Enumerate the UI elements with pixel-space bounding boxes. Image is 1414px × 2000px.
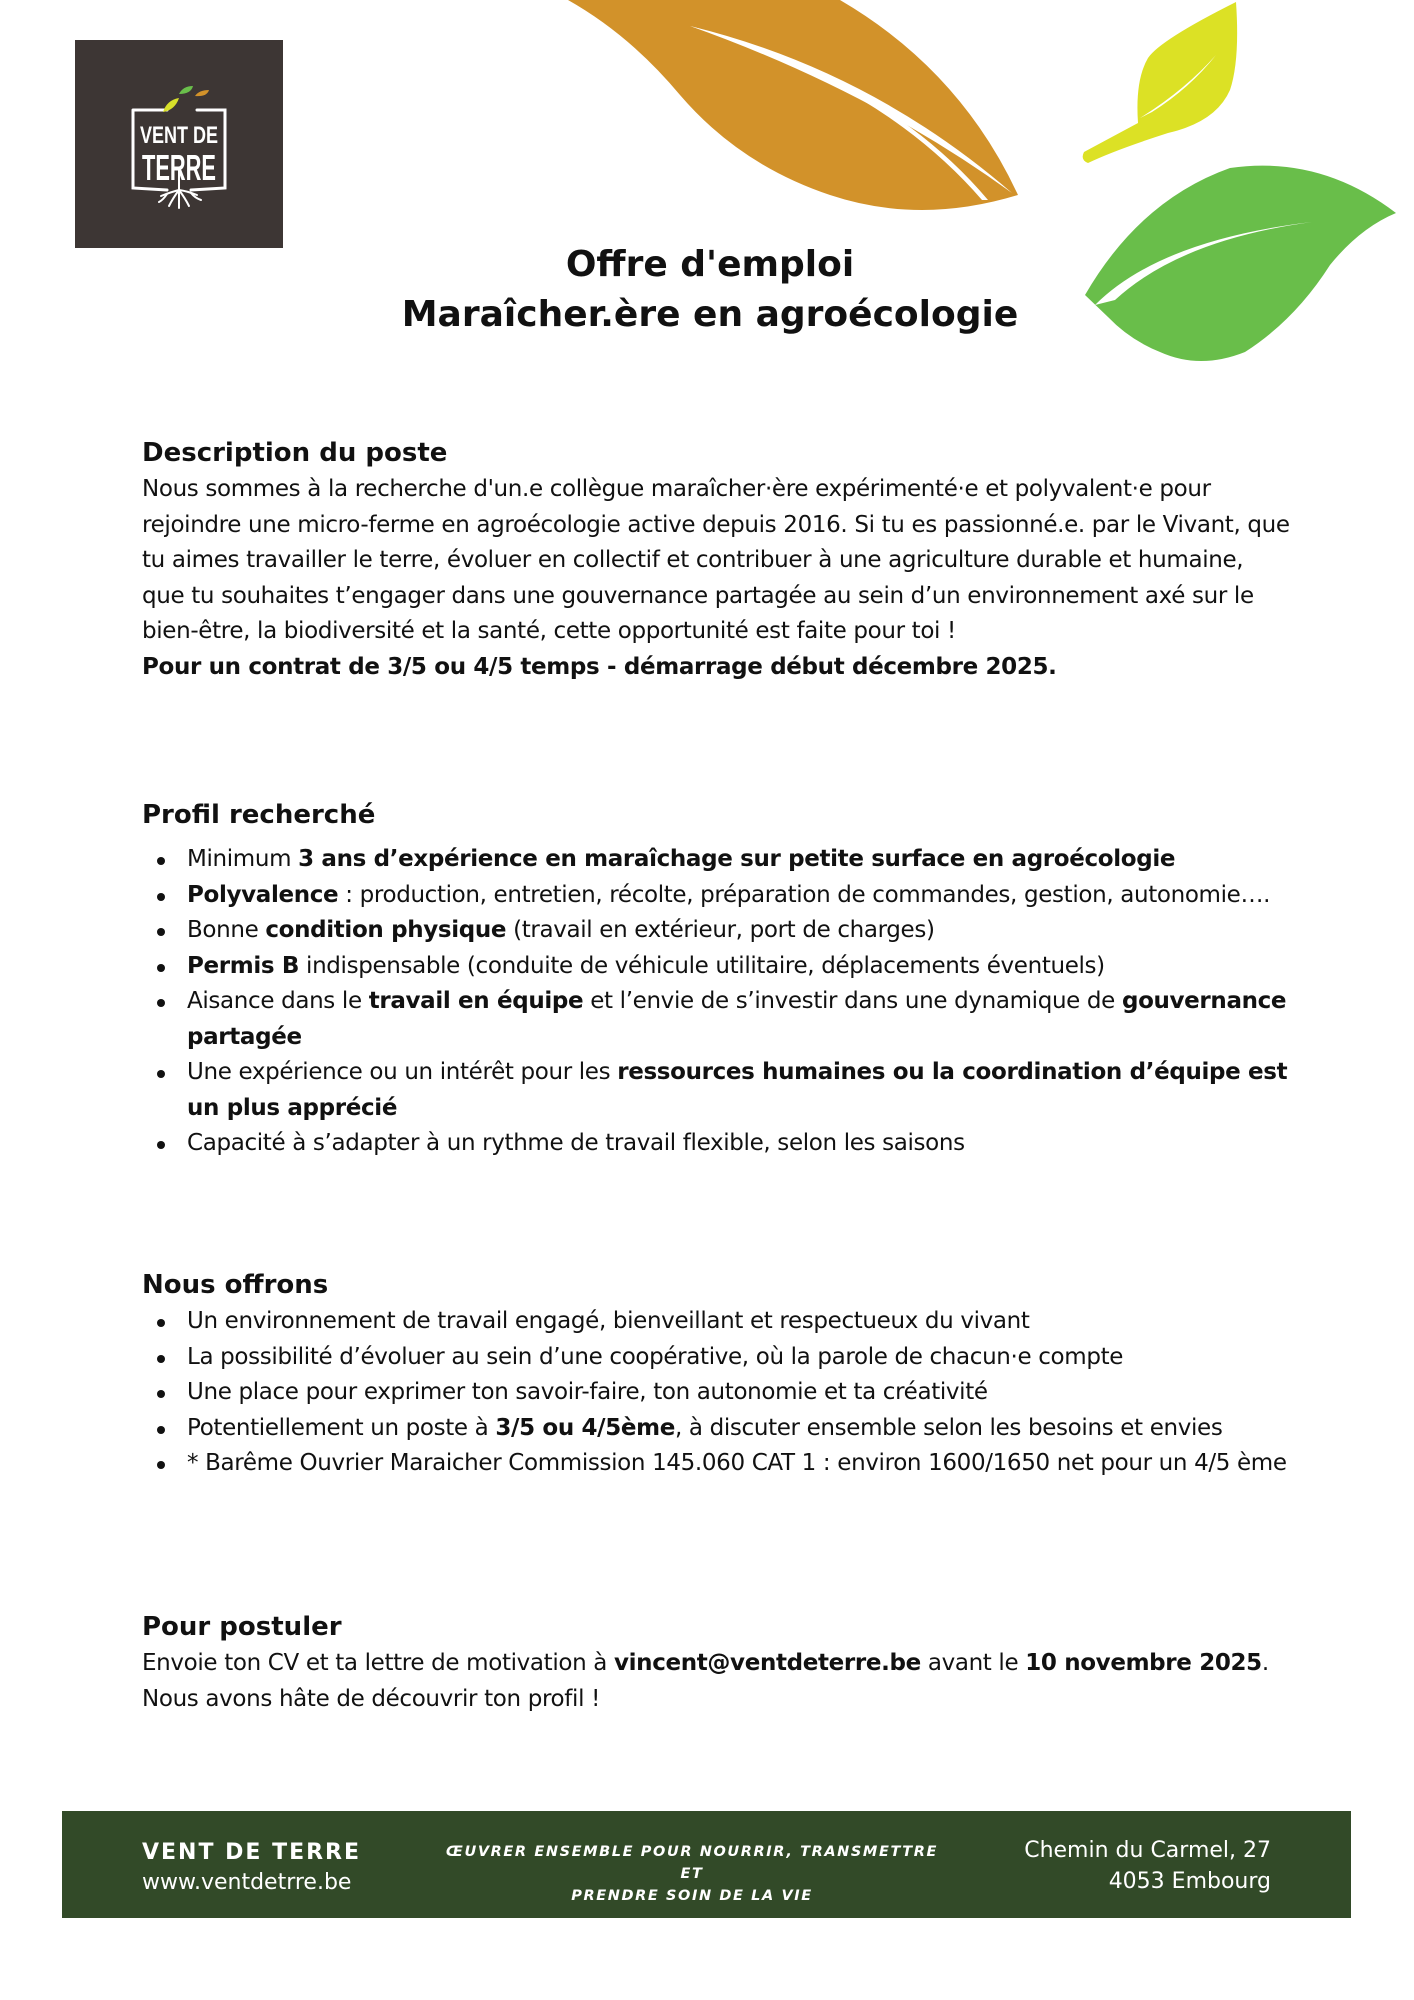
item-text-bold: Polyvalence	[187, 881, 339, 908]
footer-website-link[interactable]: www.ventdetrre.be	[142, 1870, 352, 1895]
bullet-icon	[157, 1426, 165, 1434]
item-text: Minimum	[187, 846, 299, 872]
item-text-bold: gouvernance partagée	[187, 988, 1287, 1050]
section-profile	[142, 798, 1292, 1162]
slogan-line-1: ŒUVRER ENSEMBLE POUR NOURRIR, TRANSMETTRE ET	[445, 1844, 939, 1882]
footer-org-name: VENT DE TERRE	[142, 1840, 362, 1865]
lime-leaf-icon	[1083, 2, 1237, 163]
item-text: Une place pour exprimer ton savoir-faire, ton autonomie et ta créativité	[187, 1379, 988, 1405]
orange-leaf-icon	[568, 0, 1018, 210]
green-leaf-icon	[1085, 166, 1396, 361]
list-item	[142, 1375, 1292, 1411]
item-text-bold: condition physique	[265, 917, 507, 943]
logo-text-line1: VENT DE	[140, 122, 218, 149]
apply-text-pre: Envoie ton CV et ta lettre de motivation à	[142, 1650, 614, 1676]
list-item	[142, 984, 1292, 1055]
list-item	[142, 1126, 1292, 1162]
profile-list	[142, 842, 1292, 1162]
item-text-bold: 3/5 ou 4/5ème	[495, 1414, 675, 1441]
logo-leaf-icon	[163, 98, 179, 112]
deadline: 10 novembre 2025	[1025, 1650, 1262, 1676]
list-item	[142, 913, 1292, 949]
logo-leaf-icon	[179, 86, 193, 94]
item-text: et l’envie de s’investir dans une dynamique de	[583, 988, 1122, 1014]
email-link[interactable]: vincent@ventdeterre.be	[614, 1650, 921, 1676]
footer-slogan	[432, 1841, 952, 1907]
title-line-2: Maraîcher.ère en agroécologie	[401, 294, 1019, 335]
bullet-icon	[157, 928, 165, 936]
item-text: Une expérience ou un intérêt pour les	[187, 1059, 618, 1085]
section-heading: Description du poste	[142, 438, 448, 468]
bullet-icon	[157, 893, 165, 901]
slogan-line-2: PRENDRE SOIN DE LA VIE	[571, 1888, 813, 1904]
list-item	[142, 878, 1292, 914]
item-text-bold: 3 ans d’expérience en maraîchage sur petite surface en agroécologie	[298, 846, 1176, 872]
item-text: * Barême Ouvrier Maraicher Commission 145.060 CAT 1 : environ 1600/1650 net pour un 4/5 ème	[187, 1450, 1287, 1476]
item-text: (travail en extérieur, port de charges)	[506, 917, 935, 943]
bullet-icon	[157, 1141, 165, 1149]
list-item	[142, 949, 1292, 985]
item-text-bold: Permis B	[187, 952, 300, 979]
list-item	[142, 1055, 1292, 1126]
company-logo	[75, 40, 283, 248]
page-title	[300, 240, 1120, 340]
section-apply	[142, 1610, 1292, 1717]
item-text-bold: ressources humaines ou la coordination d’équipe est un plus apprécié	[187, 1059, 1288, 1121]
apply-text	[142, 1646, 1292, 1717]
item-text: Aisance dans le	[187, 988, 369, 1014]
bullet-icon	[157, 1355, 165, 1363]
item-text: La possibilité d’évoluer au sein d’une coopérative, où la parole de chacun·e compte	[187, 1343, 1124, 1370]
item-text: : production, entretien, récolte, préparation de commandes, gestion, autonomie….	[338, 881, 1271, 908]
section-description	[142, 436, 1292, 685]
item-text: Bonne	[187, 917, 266, 943]
logo-leaf-icon	[195, 90, 209, 96]
item-text: indispensable (conduite de véhicule utilitaire, déplacements éventuels)	[299, 952, 1105, 979]
list-item	[142, 842, 1292, 878]
bullet-icon	[157, 1319, 165, 1327]
apply-text-post: . Nous avons hâte de découvrir ton profil !	[142, 1650, 1269, 1712]
section-heading: Pour postuler	[142, 1612, 342, 1642]
description-text: Nous sommes à la recherche d'un.e collègue maraîcher·ère expérimenté·e et polyvalent·e pour rejoindre une micro-ferme en agroécologie active depuis 2016. Si tu es passionné.e. par le Vivant, que tu aimes travailler le terre, évoluer en collectif et contribuer à une agriculture durable et humaine, que tu souhaites t’engager dans une gouvernance partagée au sein d’un environnement axé sur le bien-être, la biodiversité et la santé, cette opportunité est faite pour toi !	[142, 476, 1290, 644]
item-text: , à discuter ensemble selon les besoins et envies	[675, 1414, 1223, 1441]
address-line-2: 4053 Embourg	[1108, 1869, 1271, 1894]
bullet-icon	[157, 964, 165, 972]
footer-address	[1024, 1835, 1271, 1897]
list-item	[142, 1340, 1292, 1376]
title-line-1: Offre d'emploi	[565, 244, 855, 285]
contract-text: Pour un contrat de 3/5 ou 4/5 temps - démarrage début décembre 2025.	[142, 653, 1057, 680]
bullet-icon	[157, 999, 165, 1007]
list-item	[142, 1446, 1292, 1482]
item-text-bold: travail en équipe	[368, 988, 584, 1014]
logo-graphic	[75, 40, 283, 248]
footer	[62, 1811, 1351, 1918]
section-offer	[142, 1268, 1292, 1482]
address-line-1: Chemin du Carmel, 27	[1024, 1838, 1271, 1863]
offer-list	[142, 1304, 1292, 1482]
item-text: Potentiellement un poste à	[187, 1414, 496, 1441]
section-heading: Nous offrons	[142, 1270, 329, 1300]
item-text: Capacité à s’adapter à un rythme de travail flexible, selon les saisons	[187, 1130, 965, 1156]
section-heading: Profil recherché	[142, 800, 376, 830]
list-item	[142, 1304, 1292, 1340]
item-text: Un environnement de travail engagé, bienveillant et respectueux du vivant	[187, 1308, 1030, 1334]
bullet-icon	[157, 1070, 165, 1078]
bullet-icon	[157, 1390, 165, 1398]
bullet-icon	[157, 857, 165, 865]
bullet-icon	[157, 1461, 165, 1469]
apply-text-mid: avant le	[920, 1650, 1026, 1676]
logo-text-line2: TERRE	[142, 147, 216, 188]
list-item	[142, 1411, 1292, 1447]
